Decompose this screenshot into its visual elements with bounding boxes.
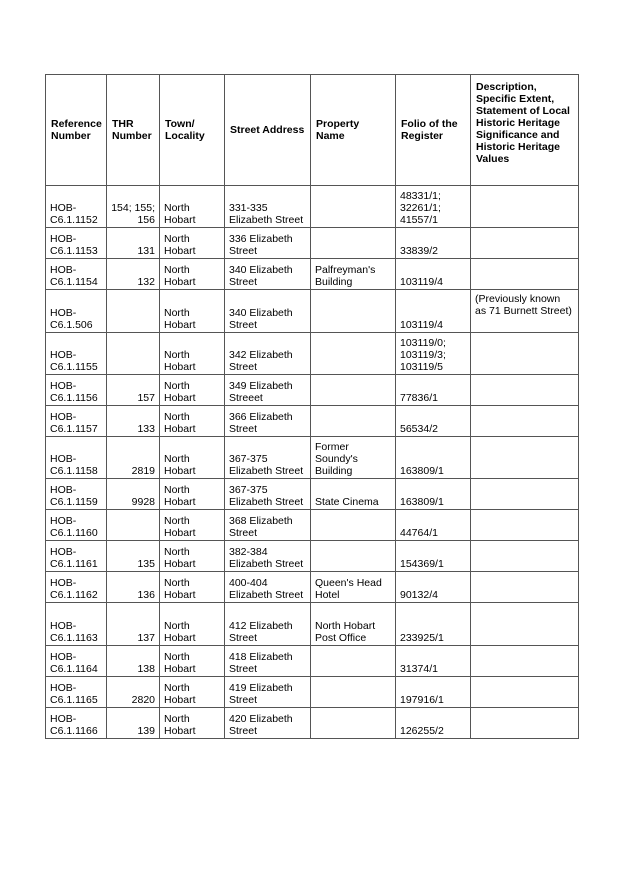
cell-description <box>471 708 579 739</box>
cell-thr-number: 9928 <box>107 479 160 510</box>
cell-reference-number: HOB-C6.1.1165 <box>46 677 107 708</box>
cell-street-address: 340 Elizabeth Street <box>225 259 311 290</box>
cell-folio: 197916/1 <box>396 677 471 708</box>
cell-folio: 90132/4 <box>396 572 471 603</box>
cell-reference-number: HOB-C6.1.1163 <box>46 603 107 646</box>
cell-folio: 126255/2 <box>396 708 471 739</box>
cell-town-locality: North Hobart <box>160 541 225 572</box>
cell-street-address: 420 Elizabeth Street <box>225 708 311 739</box>
cell-street-address: 418 Elizabeth Street <box>225 646 311 677</box>
cell-description <box>471 437 579 479</box>
cell-description <box>471 259 579 290</box>
cell-thr-number <box>107 510 160 541</box>
cell-town-locality: North Hobart <box>160 375 225 406</box>
cell-folio: 103119/4 <box>396 259 471 290</box>
cell-folio: 103119/0; 103119/3; 103119/5 <box>396 333 471 375</box>
cell-reference-number: HOB-C6.1.1158 <box>46 437 107 479</box>
cell-description <box>471 572 579 603</box>
cell-property-name <box>311 228 396 259</box>
cell-property-name: State Cinema <box>311 479 396 510</box>
cell-thr-number: 133 <box>107 406 160 437</box>
cell-reference-number: HOB-C6.1.1155 <box>46 333 107 375</box>
cell-property-name <box>311 708 396 739</box>
table-row <box>46 646 579 677</box>
table-row <box>46 406 579 437</box>
cell-folio: 31374/1 <box>396 646 471 677</box>
cell-town-locality: North Hobart <box>160 406 225 437</box>
cell-description <box>471 186 579 228</box>
table-row <box>46 259 579 290</box>
table-row <box>46 333 579 375</box>
table-row <box>46 437 579 479</box>
table-row <box>46 541 579 572</box>
table-row <box>46 708 579 739</box>
table-row <box>46 479 579 510</box>
cell-reference-number: HOB-C6.1.1160 <box>46 510 107 541</box>
cell-town-locality: North Hobart <box>160 646 225 677</box>
cell-reference-number: HOB-C6.1.1166 <box>46 708 107 739</box>
cell-town-locality: North Hobart <box>160 290 225 333</box>
cell-town-locality: North Hobart <box>160 186 225 228</box>
cell-reference-number: HOB-C6.1.1154 <box>46 259 107 290</box>
cell-reference-number: HOB-C6.1.1157 <box>46 406 107 437</box>
table-row <box>46 510 579 541</box>
cell-street-address: 342 Elizabeth Street <box>225 333 311 375</box>
header-town-locality: Town/ Locality <box>160 75 225 186</box>
cell-town-locality: North Hobart <box>160 572 225 603</box>
cell-description <box>471 603 579 646</box>
cell-town-locality: North Hobart <box>160 259 225 290</box>
cell-folio: 77836/1 <box>396 375 471 406</box>
table-row <box>46 228 579 259</box>
cell-reference-number: HOB-C6.1.506 <box>46 290 107 333</box>
cell-thr-number: 138 <box>107 646 160 677</box>
cell-folio: 33839/2 <box>396 228 471 259</box>
table-row <box>46 572 579 603</box>
cell-property-name <box>311 541 396 572</box>
cell-description <box>471 228 579 259</box>
cell-reference-number: HOB-C6.1.1164 <box>46 646 107 677</box>
cell-thr-number: 139 <box>107 708 160 739</box>
cell-thr-number: 137 <box>107 603 160 646</box>
cell-description <box>471 541 579 572</box>
cell-thr-number: 2819 <box>107 437 160 479</box>
cell-property-name <box>311 406 396 437</box>
header-row <box>46 75 579 186</box>
cell-street-address: 367-375 Elizabeth Street <box>225 437 311 479</box>
cell-folio: 44764/1 <box>396 510 471 541</box>
cell-town-locality: North Hobart <box>160 677 225 708</box>
table-row <box>46 375 579 406</box>
cell-town-locality: North Hobart <box>160 479 225 510</box>
cell-description <box>471 333 579 375</box>
cell-reference-number: HOB-C6.1.1152 <box>46 186 107 228</box>
cell-town-locality: North Hobart <box>160 333 225 375</box>
cell-street-address: 331-335 Elizabeth Street <box>225 186 311 228</box>
cell-reference-number: HOB-C6.1.1162 <box>46 572 107 603</box>
cell-folio: 163809/1 <box>396 437 471 479</box>
cell-description: (Previously known as 71 Burnett Street) <box>471 290 579 333</box>
cell-description <box>471 375 579 406</box>
header-thr-number: THR Number <box>107 75 160 186</box>
cell-street-address: 349 Elizabeth Streeet <box>225 375 311 406</box>
cell-street-address: 340 Elizabeth Street <box>225 290 311 333</box>
cell-street-address: 400-404 Elizabeth Street <box>225 572 311 603</box>
cell-property-name: Former Soundy's Building <box>311 437 396 479</box>
cell-description <box>471 406 579 437</box>
header-reference-number: Reference Number <box>46 75 107 186</box>
cell-description <box>471 646 579 677</box>
cell-street-address: 336 Elizabeth Street <box>225 228 311 259</box>
cell-street-address: 382-384 Elizabeth Street <box>225 541 311 572</box>
cell-town-locality: North Hobart <box>160 708 225 739</box>
header-street-address: Street Address <box>225 75 311 186</box>
cell-town-locality: North Hobart <box>160 228 225 259</box>
table-row <box>46 603 579 646</box>
cell-property-name: North Hobart Post Office <box>311 603 396 646</box>
cell-property-name: Palfreyman's Building <box>311 259 396 290</box>
cell-thr-number: 131 <box>107 228 160 259</box>
cell-thr-number: 136 <box>107 572 160 603</box>
cell-description <box>471 510 579 541</box>
cell-town-locality: North Hobart <box>160 437 225 479</box>
cell-property-name <box>311 375 396 406</box>
cell-property-name <box>311 290 396 333</box>
table-row <box>46 677 579 708</box>
cell-reference-number: HOB-C6.1.1153 <box>46 228 107 259</box>
table-row <box>46 290 579 333</box>
cell-property-name <box>311 646 396 677</box>
cell-folio: 154369/1 <box>396 541 471 572</box>
cell-reference-number: HOB-C6.1.1161 <box>46 541 107 572</box>
cell-street-address: 368 Elizabeth Street <box>225 510 311 541</box>
cell-folio: 163809/1 <box>396 479 471 510</box>
cell-street-address: 366 Elizabeth Street <box>225 406 311 437</box>
cell-description <box>471 479 579 510</box>
cell-town-locality: North Hobart <box>160 510 225 541</box>
cell-reference-number: HOB-C6.1.1159 <box>46 479 107 510</box>
cell-thr-number: 135 <box>107 541 160 572</box>
cell-thr-number: 2820 <box>107 677 160 708</box>
cell-reference-number: HOB-C6.1.1156 <box>46 375 107 406</box>
cell-thr-number: 132 <box>107 259 160 290</box>
cell-description <box>471 677 579 708</box>
cell-street-address: 412 Elizabeth Street <box>225 603 311 646</box>
cell-folio: 48331/1; 32261/1; 41557/1 <box>396 186 471 228</box>
cell-street-address: 367-375 Elizabeth Street <box>225 479 311 510</box>
cell-property-name <box>311 333 396 375</box>
cell-folio: 56534/2 <box>396 406 471 437</box>
cell-property-name <box>311 677 396 708</box>
header-property-name: Property Name <box>311 75 396 186</box>
header-description: Description, Specific Extent, Statement of Local Historic Heritage Significance and Historic Heritage Values <box>471 75 579 186</box>
heritage-register-table <box>45 74 579 739</box>
cell-property-name <box>311 186 396 228</box>
cell-thr-number: 157 <box>107 375 160 406</box>
header-folio: Folio of the Register <box>396 75 471 186</box>
cell-folio: 233925/1 <box>396 603 471 646</box>
table-row <box>46 186 579 228</box>
cell-property-name: Queen's Head Hotel <box>311 572 396 603</box>
cell-property-name <box>311 510 396 541</box>
cell-town-locality: North Hobart <box>160 603 225 646</box>
cell-folio: 103119/4 <box>396 290 471 333</box>
cell-thr-number: 154; 155; 156 <box>107 186 160 228</box>
cell-thr-number <box>107 333 160 375</box>
cell-thr-number <box>107 290 160 333</box>
cell-street-address: 419 Elizabeth Street <box>225 677 311 708</box>
